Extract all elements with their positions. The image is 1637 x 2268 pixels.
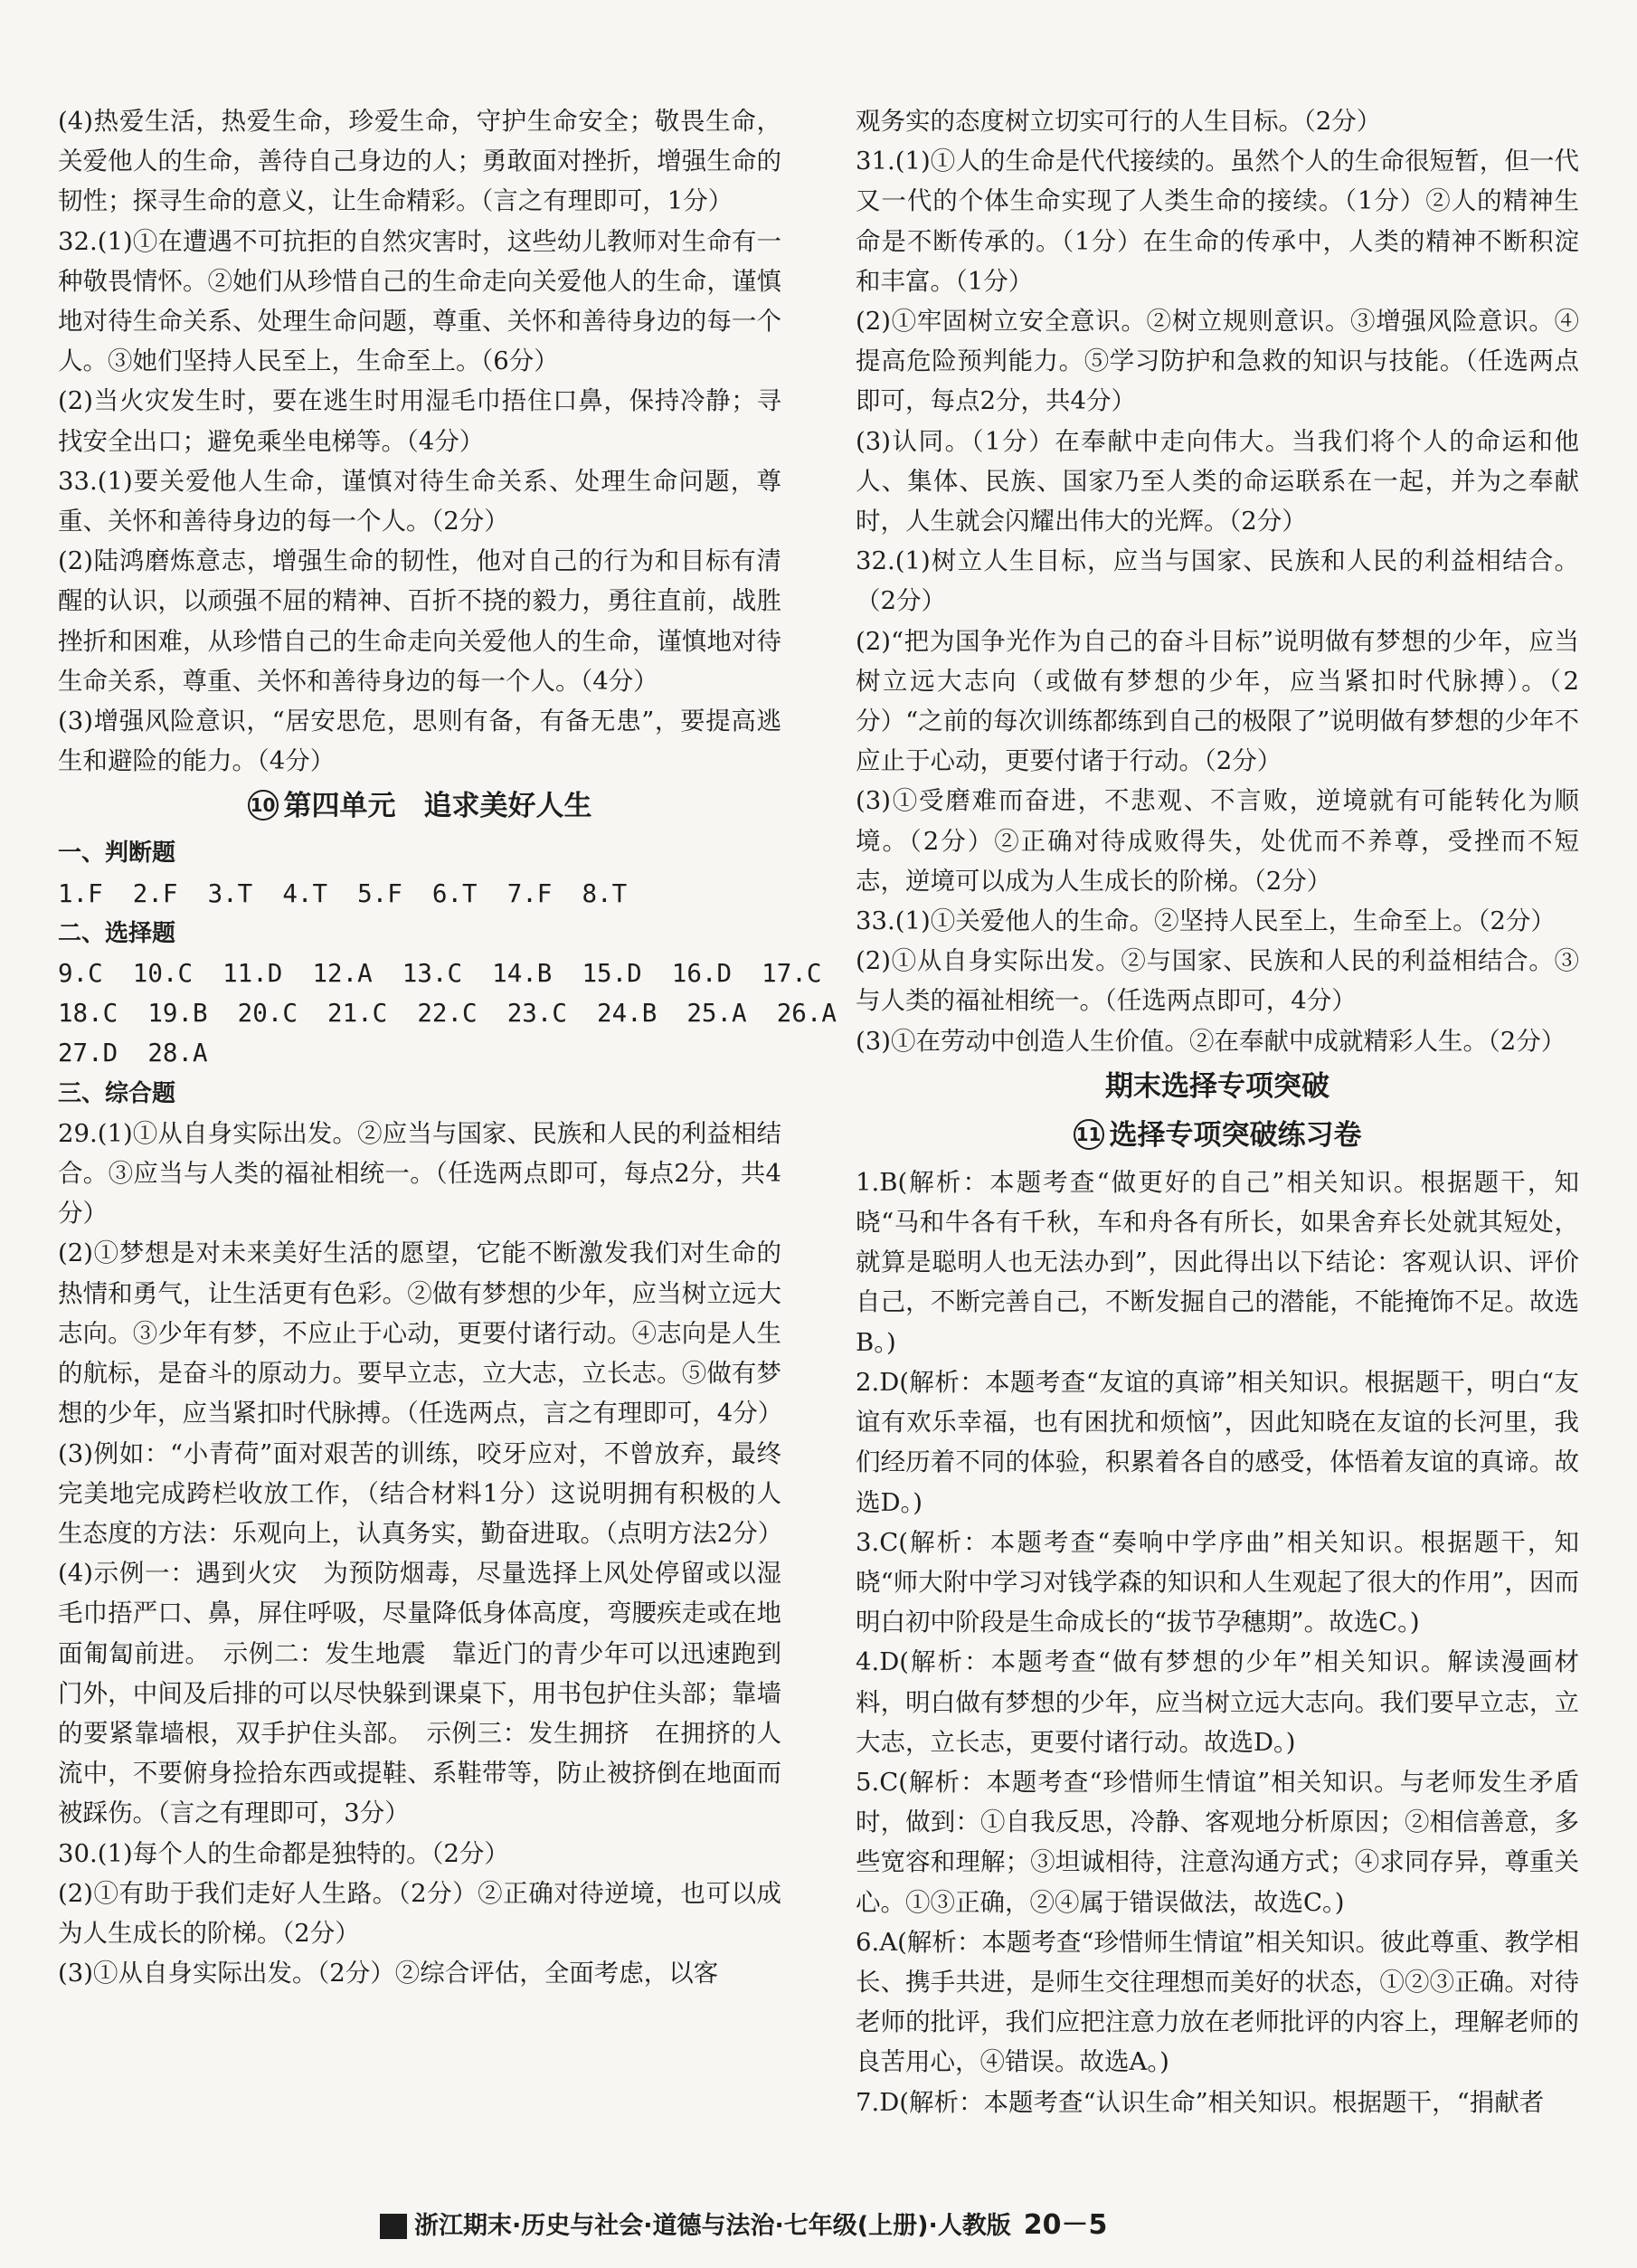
right-column <box>856 101 1579 2122</box>
answer-paragraph: 4.D(解析：本题考查“做有梦想的少年”相关知识。解读漫画材料，明白做有梦想的少年，应当树立远大志向。我们要早立志，立大志，立长志，更要付诸行动。故选D。) <box>856 1647 1579 1757</box>
section-heading: 一、判断题 <box>58 840 176 868</box>
answer-paragraph: 32.(1)①在遭遇不可抗拒的自然灾害时，这些幼儿教师对生命有一种敬畏情怀。②她们从珍惜自己的生命走向关爱他人的生命，谨慎地对待生命关系、处理生命问题，尊重、关怀和善待身边的每一个人。③她们坚持人民至上，生命至上。（6分） <box>58 226 781 376</box>
answer-paragraph: 29.(1)①从自身实际出发。②应当与国家、民族和人民的利益相结合。③应当与人类的福祉相统一。（任选两点即可，每点2分，共4分） <box>58 1118 781 1229</box>
section-title <box>856 1065 1579 1108</box>
answer-row: 1.F 2.F 3.T 4.T 5.F 6.T 7.F 8.T <box>58 878 628 908</box>
answer-paragraph: 观务实的态度树立切实可行的人生目标。（2分） <box>856 107 1382 136</box>
section-title <box>856 1114 1579 1157</box>
answer-paragraph: (3)①从自身实际出发。（2分）②综合评估，全面考虑，以客 <box>58 1959 719 1988</box>
answer-paragraph: (2)①牢固树立安全意识。②树立规则意识。③增强风险意识。④提高危险预判能力。⑤学习防护和急救的知识与技能。（任选两点即可，每点2分，共4分） <box>856 307 1579 416</box>
answer-row: 27.D 28.A <box>58 1039 208 1068</box>
answer-paragraph: 6.A(解析：本题考查“珍惜师生情谊”相关知识。彼此尊重、教学相长、携手共进，是师生交往理想而美好的状态，①②③正确。对待老师的批评，我们应把注意力放在老师批评的内容上，理解老师的良苦用心，④错误。故选A。) <box>856 1927 1579 2077</box>
answer-paragraph: 30.(1)每个人的生命都是独特的。（2分） <box>58 1838 509 1868</box>
answer-row: 9.C 10.C 11.D 12.A 13.C 14.B 15.D 16.D 17.C <box>58 959 822 989</box>
circled-number: 10 <box>248 790 279 821</box>
answer-paragraph: (2)①从自身实际出发。②与国家、民族和人民的利益相结合。③与人类的福祉相统一。（任选两点即可，4分） <box>856 946 1579 1016</box>
answer-paragraph: (4)示例一：遇到火灾 为预防烟毒，尽量选择上风处停留或以湿毛巾捂严口、鼻，屏住呼吸，尽量降低身体高度，弯腰疾走或在地面匍匐前进。 示例二：发生地震 靠近门的青少年可以迅速跑到门外，中间及后排的可以尽快躲到课桌下，用书包护住头部；靠墙的要紧靠墙根，双手护住头部。 示例三：发生拥挤 在拥挤的人流中，不要俯身捡拾东西或提鞋、系鞋带等，防止被挤倒在地面而被踩伤。（言之有理即可，3分） <box>58 1559 781 1828</box>
answer-paragraph: 5.C(解析：本题考查“珍惜师生情谊”相关知识。与老师发生矛盾时，做到：①自我反思，冷静、客观地分析原因；②相信善意，多些宽容和理解；③坦诚相待，注意沟通方式；④求同存异，尊重关心。①③正确，②④属于错误做法，故选C。) <box>856 1767 1579 1917</box>
section-title <box>58 784 781 828</box>
answer-paragraph: 33.(1)要关爱他人生命，谨慎对待生命关系、处理生命问题，尊重、关怀和善待身边的每一个人。（2分） <box>58 466 781 536</box>
answer-paragraph: 31.(1)①人的生命是代代接续的。虽然个人的生命很短暂，但一代又一代的个体生命实现了人类生命的接续。（1分）②人的精神生命是不断传承的。（1分）在生命的传承中，人类的精神不断积淀和丰富。（1分） <box>856 147 1579 296</box>
answer-paragraph: (3)增强风险意识，“居安思危，思则有备，有备无患”，要提高逃生和避险的能力。（4分） <box>58 707 781 776</box>
section-heading: 三、综合题 <box>58 1079 176 1107</box>
answer-paragraph: (2)“把为国争光作为自己的奋斗目标”说明做有梦想的少年，应当树立远大志向（或做有梦想的少年，应当紧扣时代脉搏）。（2分）“之前的每次训练都练到自己的极限了”说明做有梦想的少年不应止于心动，更要付诸于行动。（2分） <box>856 626 1579 776</box>
answer-paragraph: (3)①在劳动中创造人生价值。②在奉献中成就精彩人生。（2分） <box>856 1026 1566 1056</box>
section-heading: 二、选择题 <box>58 919 176 947</box>
section-title-text: 选择专项突破练习卷 <box>1109 1118 1362 1152</box>
section-title-text: 期末选择专项突破 <box>1105 1069 1329 1103</box>
left-column <box>58 101 837 1993</box>
answer-row: 18.C 19.B 20.C 21.C 22.C 23.C 24.B 25.A 26.A <box>58 999 837 1029</box>
answer-paragraph: (3)①受磨难而奋进，不悲观、不言败，逆境就有可能转化为顺境。（2分）②正确对待成败得失，处优而不养尊，受挫而不短志，逆境可以成为人生成长的阶梯。（2分） <box>856 786 1579 896</box>
answer-paragraph: 3.C(解析：本题考查“奏响中学序曲”相关知识。根据题干，知晓“师大附中学习对钱学森的知识和人生观起了很大的作用”，因而明白初中阶段是生命成长的“拔节孕穗期”。故选C。) <box>856 1527 1579 1637</box>
answer-paragraph: 1.B(解析：本题考查“做更好的自己”相关知识。根据题干，知晓“马和牛各有千秋，车和舟各有所长，如果舍弃长处就其短处，就算是聪明人也无法办到”，因此得出以下结论：客观认识、评价自己，不断完善自己，不断发掘自己的潜能，不能掩饰不足。故选B。) <box>856 1167 1579 1357</box>
page-footer <box>380 2206 1194 2245</box>
circled-number: 11 <box>1074 1119 1104 1150</box>
answer-paragraph: (2)①有助于我们走好人生路。（2分）②正确对待逆境，也可以成为人生成长的阶梯。（2分） <box>58 1878 781 1948</box>
page-number: 20－5 <box>1023 2209 1108 2241</box>
answer-paragraph: (2)陆鸿磨炼意志，增强生命的韧性，他对自己的行为和目标有清醒的认识，以顽强不屈的精神、百折不挠的毅力，勇往直前，战胜挫折和困难，从珍惜自己的生命走向关爱他人的生命，谨慎地对待生命关系，尊重、关怀和善待身边的每一个人。（4分） <box>58 546 781 696</box>
answer-paragraph: (3)认同。（1分）在奉献中走向伟大。当我们将个人的命运和他人、集体、民族、国家乃至人类的命运联系在一起，并为之奉献时，人生就会闪耀出伟大的光辉。（2分） <box>856 426 1579 536</box>
footer-square-icon <box>380 2214 407 2239</box>
answer-paragraph: (4)热爱生活，热爱生命，珍爱生命，守护生命安全；敬畏生命，关爱他人的生命，善待自己身边的人；勇敢面对挫折，增强生命的韧性；探寻生命的意义，让生命精彩。（言之有理即可，1分） <box>58 107 781 216</box>
answer-paragraph: (2)当火灾发生时，要在逃生时用湿毛巾捂住口鼻，保持冷静；寻找安全出口；避免乘坐电梯等。（4分） <box>58 386 781 456</box>
answer-paragraph: 2.D(解析：本题考查“友谊的真谛”相关知识。根据题干，明白“友谊有欢乐幸福，也有困扰和烦恼”，因此知晓在友谊的长河里，我们经历着不同的体验，积累着各自的感受，体悟着友谊的真谛。故选D。) <box>856 1367 1579 1517</box>
answer-paragraph: 33.(1)①关爱他人的生命。②坚持人民至上，生命至上。（2分） <box>856 906 1556 936</box>
answer-paragraph: (2)①梦想是对未来美好生活的愿望，它能不断激发我们对生命的热情和勇气，让生活更有色彩。②做有梦想的少年，应当树立远大志向。③少年有梦，不应止于心动，更要付诸行动。④志向是人生的航标，是奋斗的原动力。要早立志，立大志，立长志。⑤做有梦想的少年，应当紧扣时代脉搏。（任选两点，言之有理即可，4分） <box>58 1238 783 1428</box>
answer-paragraph: 7.D(解析：本题考查“认识生命”相关知识。根据题干，“捐献者 <box>856 2087 1545 2117</box>
answer-paragraph: 32.(1)树立人生目标，应当与国家、民族和人民的利益相结合。（2分） <box>856 546 1579 616</box>
section-title-text: 第四单元 追求美好人生 <box>283 790 592 823</box>
footer-title: 浙江期末·历史与社会·道德与法治·七年级(上册)·人教版 <box>414 2212 1011 2240</box>
answer-paragraph: (3)例如：“小青荷”面对艰苦的训练，咬牙应对，不曾放弃，最终完美地完成跨栏收放工作，（结合材料1分）这说明拥有积极的人生态度的方法：乐观向上，认真务实，勤奋进取。（点明方法2分） <box>58 1438 783 1548</box>
